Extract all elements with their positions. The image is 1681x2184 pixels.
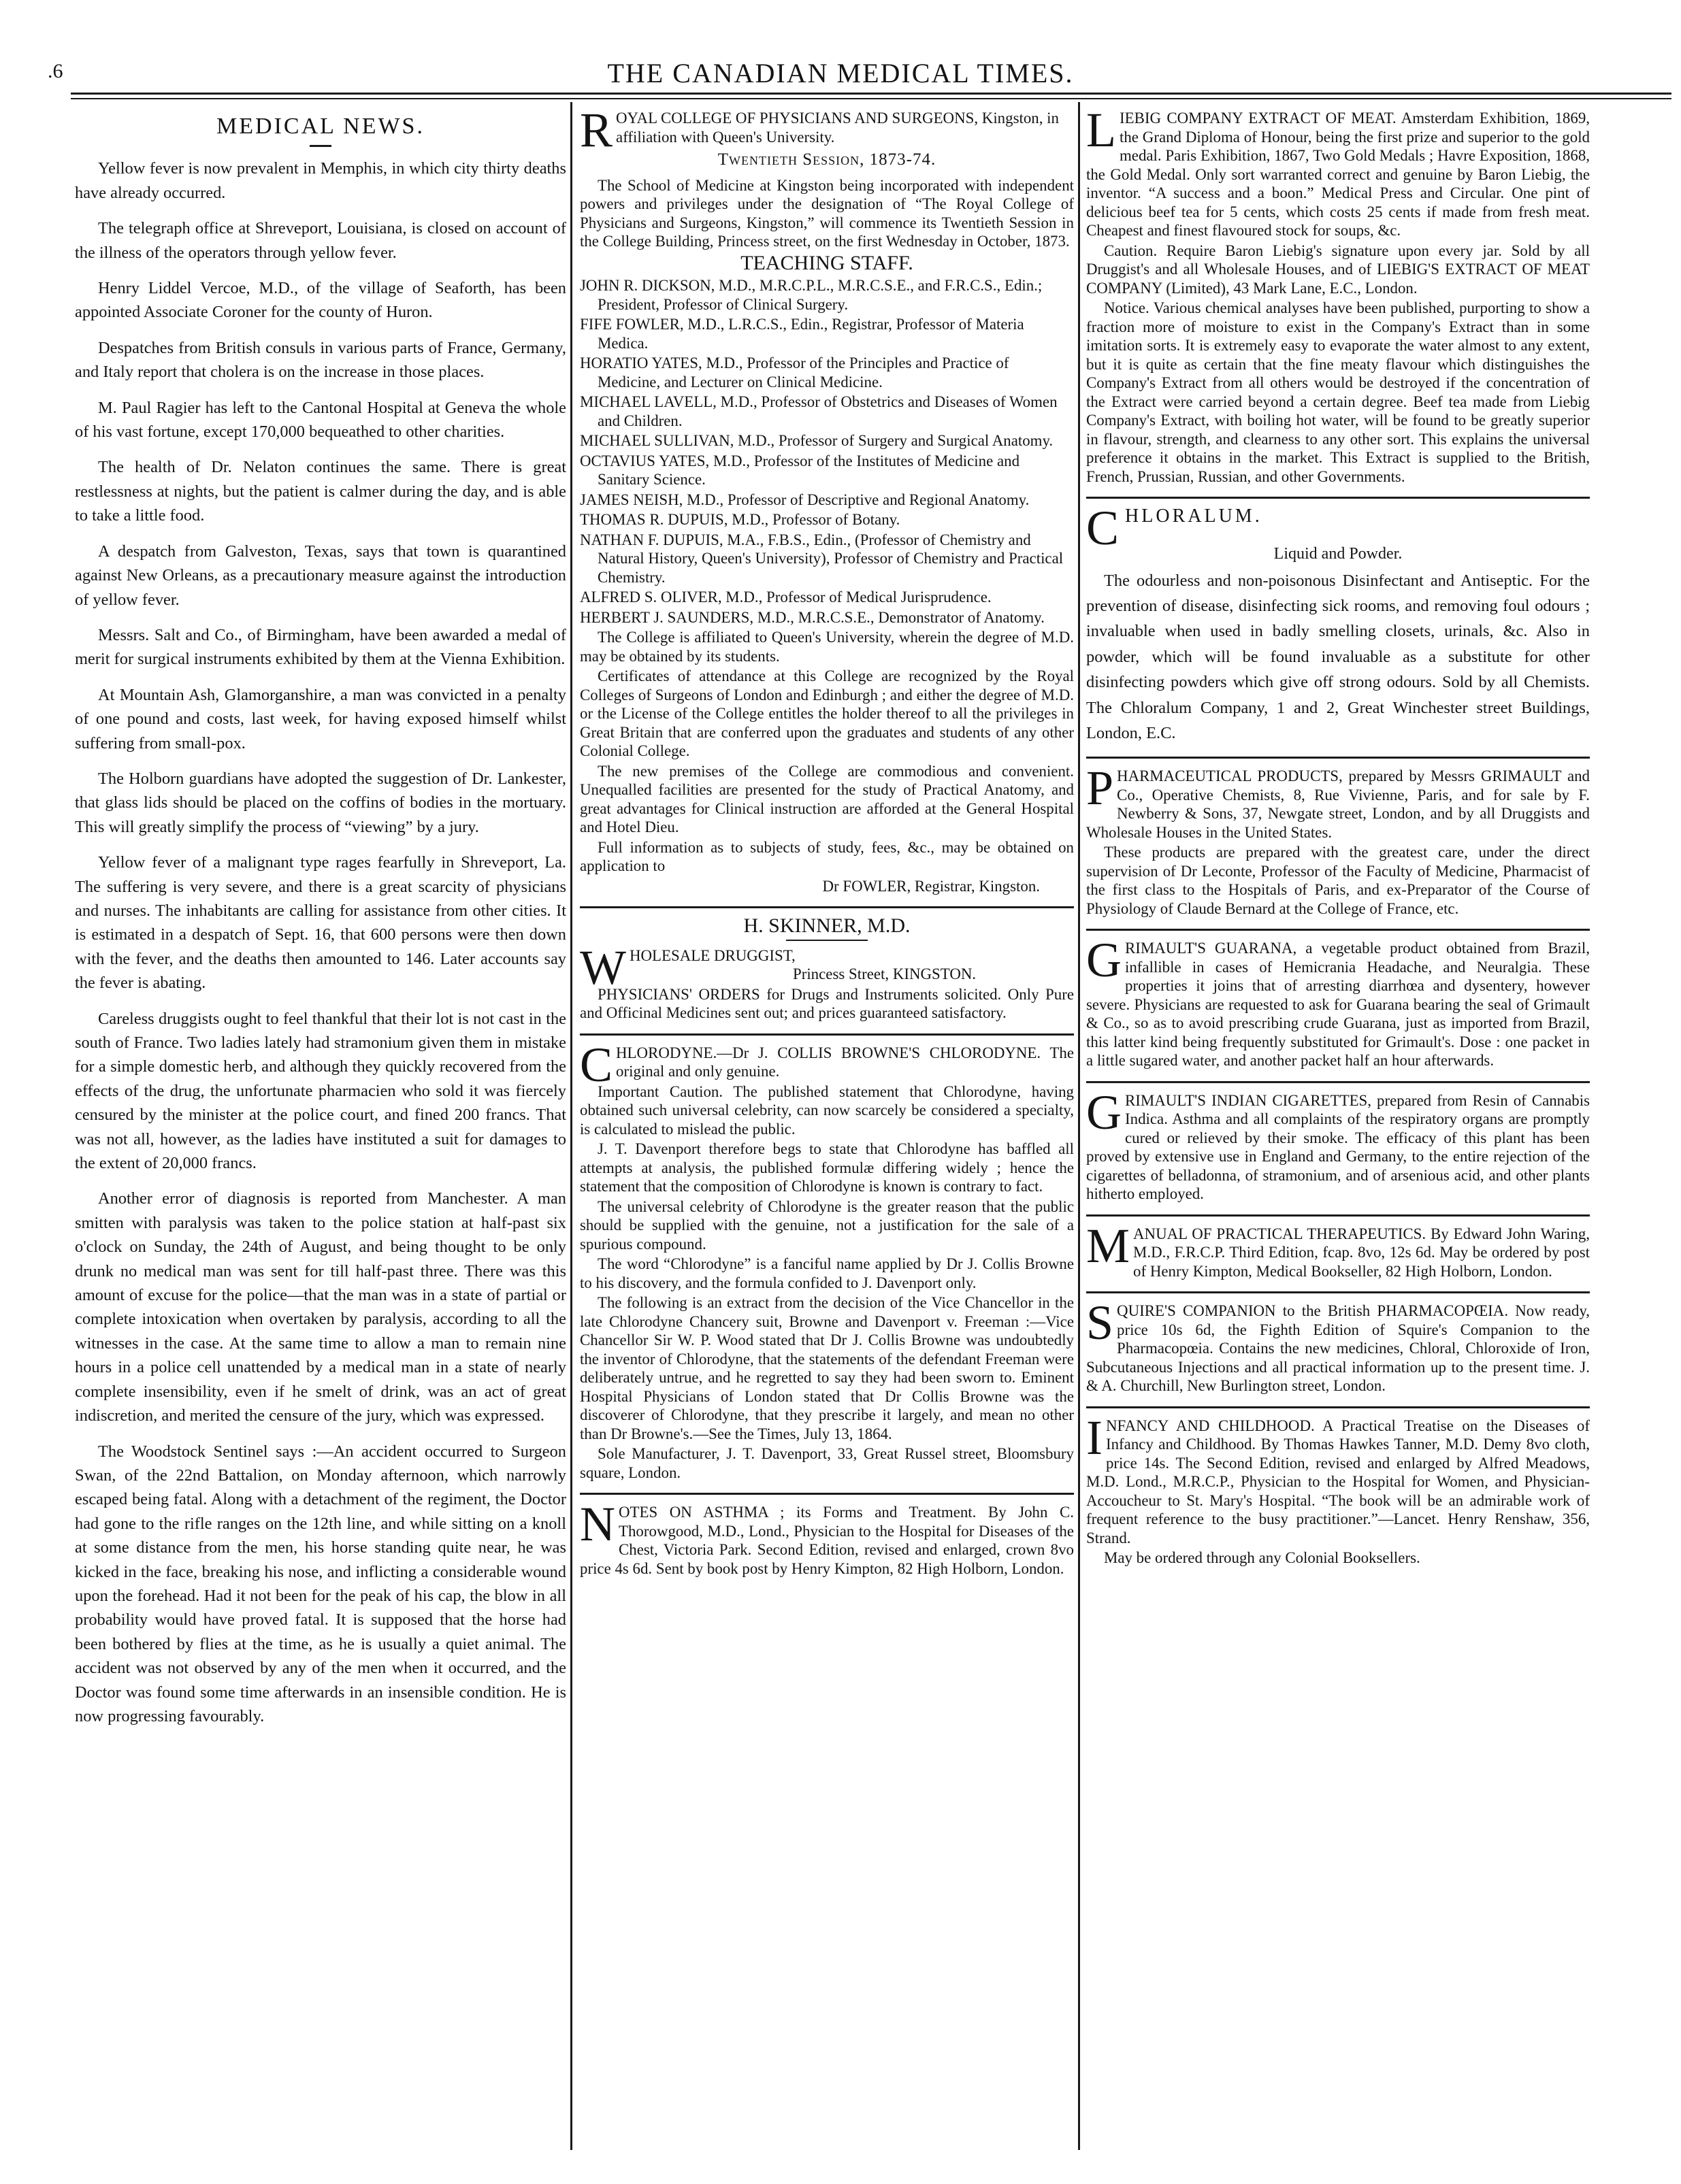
news-item: A despatch from Galveston, Texas, says that town is quarantined against New Orleans, as a precautionary measure against the introduction of yellow fever.	[75, 542, 566, 609]
drop-cap: S	[1086, 1295, 1114, 1351]
drop-cap: C	[580, 1037, 613, 1092]
chlorodyne-heading	[580, 1037, 1074, 1092]
drop-cap: G	[1086, 933, 1122, 988]
section-rule	[1086, 1291, 1590, 1293]
infancy-advert	[1086, 1410, 1590, 1548]
staff-entry: MICHAEL SULLIVAN, M.D., Professor of Surgery and Surgical Anatomy.	[580, 432, 1054, 449]
masthead-title: THE CANADIAN MEDICAL TIMES.	[607, 58, 1074, 88]
cigarettes-text: RIMAULT'S INDIAN CIGARETTES, prepared from Resin of Cannabis Indica. Asthma and all complaints of the respiratory organs are promptly cured or relieved by their smoke. The efficacy of this plant has been proved by extensive use in England and Germany, to the entire rejection of the cigarettes of belladonna, of stramonium, and of arsenious acid, and other plants hitherto employed.	[1086, 1091, 1590, 1203]
infancy-text: NFANCY AND CHILDHOOD. A Practical Treatise on the Diseases of Infancy and Childhood. By Thomas Hawkes Tanner, M.D. Demy 8vo cloth, price 14s. The Second Edition, revised and enlarged by Alfred Meadows, M.D. Lond., M.R.C.P., Physician to the Hospital for Women, and Physician-Accoucheur to St. Mary's Hospital. “The book will be an admirable work of frequent reference to the busy practitioner.”—Lancet. Henry Renshaw, 356, Strand.	[1086, 1417, 1590, 1546]
heading-dash	[786, 940, 868, 941]
header-rule-top	[71, 93, 1671, 95]
manual-advert	[1086, 1218, 1590, 1281]
manual-text: ANUAL OF PRACTICAL THERAPEUTICS. By Edward John Waring, M.D., F.R.C.P. Third Edition, fcap. 8vo, 12s 6d. May be ordered by post of Henry Kimpton, Medical Bookseller, 82 High Holborn, London.	[1133, 1225, 1590, 1280]
skinner-line-1: HOLESALE DRUGGIST,	[629, 946, 796, 964]
registrar-signature: Dr FOWLER, Registrar, Kingston.	[822, 877, 1040, 895]
news-item: Careless druggists ought to feel thankful that their lot is not cast in the south of France. Two ladies lately had stramonium given them in mistake for a simple domestic herb, and although they quickly recovered from the effects of the drug, the unfortunate pharmacien who sold it was fiercely censured by the minister at the police court, and fined 200 francs. That was not all, however, as the ladies have instituted a suit for damages to the extent of 20,000 francs.	[75, 1009, 566, 1173]
news-item: Henry Liddel Vercoe, M.D., of the village of Seaforth, has been appointed Associate Coroner for the county of Huron.	[75, 279, 566, 322]
header-rule-bottom	[71, 98, 1671, 99]
section-rule	[1086, 929, 1590, 931]
chlorodyne-paragraph: Sole Manufacturer, J. T. Davenport, 33, Great Russel street, Bloomsbury square, London.	[580, 1445, 1074, 1481]
drop-cap: P	[1086, 761, 1114, 816]
skinner-line-2: Princess Street, KINGSTON.	[792, 965, 977, 982]
heading-dash	[310, 145, 331, 147]
drop-cap: N	[580, 1497, 615, 1551]
drop-cap: M	[1086, 1218, 1130, 1273]
section-rule	[1086, 757, 1590, 759]
infancy-order-line: May be ordered through any Colonial Booksellers.	[1104, 1549, 1420, 1567]
news-item: Messrs. Salt and Co., of Birmingham, have been awarded a medal of merit for surgical instruments exhibited by them at the Vienna Exhibition.	[75, 625, 566, 669]
drop-cap: R	[580, 109, 613, 157]
staff-entry: THOMAS R. DUPUIS, M.D., Professor of Botany.	[580, 511, 900, 528]
chloralum-subtitle: Liquid and Powder.	[1273, 545, 1403, 563]
news-item: The Holborn guardians have adopted the suggestion of Dr. Lankester, that glass lids should be placed on the coffins of bodies in the mortuary. This will greatly simplify the process of “viewing” by a jury.	[75, 769, 566, 836]
section-rule	[1086, 1406, 1590, 1408]
chlorodyne-paragraph: The word “Chlorodyne” is a fanciful name applied by Dr J. Collis Browne to his discovery, and the formula confided to J. Davenport only.	[580, 1255, 1074, 1291]
news-item: Yellow fever of a malignant type rages fearfully in Shreveport, La. The suffering is very severe, and there is a great scarcity of physicians and nurses. The inhabitants are calling for assistance from other cities. It is estimated in a despatch of Sept. 16, that 600 persons were then down with the fever, and the deaths then amounted to 146. Later accounts say the fever is abating.	[75, 853, 566, 993]
skinner-body: PHYSICIANS' ORDERS for Drugs and Instruments solicited. Only Pure and Officinal Medicines sent out; and prices guaranteed satisfactory.	[580, 985, 1074, 1021]
column-rule-1	[570, 102, 572, 2150]
college-paragraph: The College is affiliated to Queen's University, wherein the degree of M.D. may be obtained by its students.	[580, 629, 1074, 665]
news-item: Yellow fever is now prevalent in Memphis, in which city thirty deaths have already occurred.	[75, 159, 566, 202]
royal-college-title: OYAL COLLEGE OF PHYSICIANS AND SURGEONS, Kingston, in affiliation with Queen's University.	[616, 110, 1059, 146]
section-rule	[580, 906, 1074, 908]
session-heading: Twentieth Session, 1873-74.	[717, 150, 936, 169]
section-rule	[1086, 497, 1590, 499]
drop-cap: C	[1086, 501, 1122, 555]
news-item: The telegraph office at Shreveport, Louisiana, is closed on account of the illness of the operators through yellow fever.	[75, 219, 566, 262]
staff-entry: JOHN R. DICKSON, M.D., M.R.C.P.L., M.R.C.S.E., and F.R.C.S., Edin.; President, Professor of Clinical Surgery.	[580, 277, 1043, 313]
column-medical-news	[75, 109, 566, 1740]
drop-cap: G	[1086, 1085, 1122, 1140]
news-item: The health of Dr. Nelaton continues the same. There is great restlessness at nights, but the patient is calmer during the day, and is able to take a little food.	[75, 458, 566, 525]
news-item: At Mountain Ash, Glamorganshire, a man was convicted in a penalty of one pound and costs, last week, for having exposed himself whilst suffering from small-pox.	[75, 685, 566, 752]
news-item: Another error of diagnosis is reported from Manchester. A man smitten with paralysis was taken to the police station at half-past six o'clock on Sunday, the 24th of August, and being thought to be only drunk no medical man was sent for till half-past three. There was this amount of excuse for the police—that the man was in a state of partial or complete intoxication when overtaken by paralysis, according to all the witnesses in the case. At the same time to allow a man to remain nine hours in a police cell unattended by a medical man in a state of nearly complete insensibility, even if he smelt of drink, was an act of great indiscretion, and merited the censure of the jury, which was expressed.	[75, 1189, 566, 1425]
guarana-text: RIMAULT'S GUARANA, a vegetable product obtained from Brazil, infallible in cases of Hemicrania Headache, and Neuralgia. These properties it joins that of arresting diarrhœa and dysentery, however severe. Physicians are requested to ask for Guarana bearing the seal of Grimault & Co., so as to avoid prescribing crude Guarana, just as imported from Brazil, this latter kind being frequently substituted for Grimault's. Dose : one packet in a little sugared water, and another packet half an hour afterwards.	[1086, 940, 1590, 1070]
college-paragraph: The new premises of the College are commodious and convenient. Unequalled facilities are presented for the study of Practical Anatomy, and great advantages for Clinical instruction are afforded at the General Hospital and Hotel Dieu.	[580, 762, 1074, 835]
squire-advert	[1086, 1295, 1590, 1395]
skinner-advert	[580, 940, 1074, 995]
drop-cap: L	[1086, 109, 1116, 157]
chlorodyne-paragraph: The following is an extract from the decision of the Vice Chancellor in the late Chlorodyne Chancery suit, Browne and Davenport v. Freeman :—Vice Chancellor Sir W. P. Wood stated that Dr J. Collis Browne was undoubtedly the inventor of Chlorodyne, that the statements of the defendant Freeman were deliberately untrue, and he regretted to say they had been sworn to. Eminent Hospital Physicians of London stated that Dr Collis Browne was the discoverer of Chlorodyne, that they prescribe it largely, and mean no other than Dr Browne's.—See the Times, July 13, 1864.	[580, 1294, 1074, 1442]
pharmaceutical-paragraph: These products are prepared with the greatest care, under the direct supervision of Dr Leconte, Professor of the Faculty of Medicine, Pharmacist of the first class to the Hospitals of Paris, and ex-Preparator of the Course of Physiology of Claude Bernard at the College of France, etc.	[1086, 844, 1590, 917]
column-college-adverts	[580, 109, 1074, 1579]
column-rule-2	[1078, 102, 1080, 2150]
liebig-advert	[1086, 109, 1590, 240]
news-item: Despatches from British consuls in various parts of France, Germany, and Italy report that cholera is on the increase in those places.	[75, 338, 566, 382]
chlorodyne-paragraph: The universal celebrity of Chlorodyne is the greater reason that the public should be supplied with the genuine, not a justification for the sale of a spurious compound.	[580, 1197, 1074, 1253]
guarana-advert	[1086, 933, 1590, 1070]
asthma-text: OTES ON ASTHMA ; its Forms and Treatment. By John C. Thorowgood, M.D., Lond., Physician to the Hospital for Diseases of the Chest, Victoria Park. Second Edition, revised and enlarged, crown 8vo price 4s 6d. Sent by book post by Henry Kimpton, 82 High Holborn, London.	[580, 1504, 1074, 1577]
drop-cap: I	[1086, 1410, 1103, 1465]
section-rule	[580, 1033, 1074, 1036]
staff-entry: ALFRED S. OLIVER, M.D., Professor of Medical Jurisprudence.	[580, 589, 992, 606]
medical-news-heading: MEDICAL NEWS.	[216, 114, 425, 139]
pharmaceutical-advert	[1086, 761, 1590, 842]
staff-entry: FIFE FOWLER, M.D., L.R.C.S., Edin., Registrar, Professor of Materia Medica.	[580, 316, 1024, 352]
staff-entry: OCTAVIUS YATES, M.D., Professor of the Institutes of Medicine and Sanitary Science.	[580, 452, 1020, 488]
asthma-advert	[580, 1497, 1074, 1578]
drop-cap: W	[580, 940, 626, 995]
page-folio: .6	[48, 60, 63, 82]
liebig-paragraph: Caution. Require Baron Liebig's signature upon every jar. Sold by all Druggist's and all Wholesale Houses, and of LIEBIG'S EXTRACT OF MEAT COMPANY (Limited), 43 Mark Lane, E.C., London.	[1086, 242, 1590, 297]
pharmaceutical-text: HARMACEUTICAL PRODUCTS, prepared by Messrs GRIMAULT and Co., Operative Chemists, 8, Rue Vivienne, Paris, and for sale by F. Newberry & Sons, 37, Newgate street, London, and by all Druggists and Wholesale Houses in the United States.	[1086, 767, 1590, 841]
section-rule	[580, 1493, 1074, 1495]
liebig-text: IEBIG COMPANY EXTRACT OF MEAT. Amsterdam Exhibition, 1869, the Grand Diploma of Honour, being the first prize and superior to the gold medal. Paris Exhibition, 1867, Two Gold Medals ; Havre Exposition, 1868, the Gold Medal. Only sort warranted correct and genuine by Baron Liebig, the inventor. “A success and a boon.” Medical Press and Circular. One pint of delicious beef tea for 5 cents, which costs 25 cents if made from fresh meat. Cheapest and finest flavoured stock for soups, &c.	[1086, 110, 1590, 239]
squire-text: QUIRE'S COMPANION to the British PHARMACOPŒIA. Now ready, price 10s 6d, the Fighth Edition of Squire's Companion to the Pharmacopœia. Contains the new medicines, Chloral, Chloroxide of Iron, Subcutaneous Injections and all practical information up to the present time. J. & A. Churchill, New Burlington street, London.	[1086, 1302, 1590, 1395]
section-rule	[1086, 1214, 1590, 1217]
staff-entry: MICHAEL LAVELL, M.D., Professor of Obstetrics and Diseases of Women and Children.	[580, 393, 1058, 429]
staff-entry: NATHAN F. DUPUIS, M.A., F.B.S., Edin., (Professor of Chemistry and Natural History, Queen's University), Professor of Chemistry and Practical Chemistry.	[580, 531, 1064, 586]
chlorodyne-paragraph: Important Caution. The published statement that Chlorodyne, having obtained such universal celebrity, can now scarcely be considered a specialty, is calculated to mislead the public.	[580, 1082, 1074, 1138]
staff-entry: HORATIO YATES, M.D., Professor of the Principles and Practice of Medicine, and Lecturer on Clinical Medicine.	[580, 354, 1009, 391]
staff-entry: HERBERT J. SAUNDERS, M.D., M.R.C.S.E., Demonstrator of Anatomy.	[580, 608, 1045, 626]
teaching-staff-heading: TEACHING STAFF.	[740, 251, 913, 274]
section-rule	[1086, 1081, 1590, 1083]
chloralum-title: HLORALUM.	[1125, 506, 1262, 527]
news-item: The Woodstock Sentinel says :—An accident occurred to Surgeon Swan, of the 22nd Battalion, on Monday afternoon, which narrowly escaped being fatal. Along with a detachment of the regiment, the Doctor had gone to the rifle ranges on the 12th line, and while sitting on a knoll at some distance from the men, his horse standing quite near, he was kicked in the face, breaking his nose, and inflicting a considerable wound upon the forehead. Had it not been for the peak of his cap, the blow in all probability would have proved fatal. It is supposed that the horse had been bothered by flies at the time, as he is usually a quiet animal. The accident was not observed by any of the men when it occurred, and the Doctor was found some time afterwards in an insensible condition. He is now progressing favourably.	[75, 1442, 566, 1725]
staff-entry: JAMES NEISH, M.D., Professor of Descriptive and Regional Anatomy.	[580, 491, 1030, 508]
cigarettes-advert	[1086, 1085, 1590, 1204]
royal-college-heading	[580, 109, 1074, 157]
college-paragraph: Certificates of attendance at this College are recognized by the Royal Colleges of Surgeons of London and Edinburgh ; and either the degree of M.D. or the License of the College entitles the holder thereof to all the privileges in Great Britain that are conferred upon the graduates and students of any other Colonial College.	[580, 667, 1074, 759]
column-trade-adverts	[1086, 109, 1590, 1569]
skinner-heading: H. SKINNER, M.D.	[743, 914, 911, 937]
royal-college-intro: The School of Medicine at Kingston being incorporated with independent powers and privileges under the designation of “The Royal College of Physicians and Surgeons, Kingston,” will commence its Twentieth Session in the College Building, Princess street, on the first Wednesday in October, 1873.	[580, 176, 1074, 250]
news-item: M. Paul Ragier has left to the Cantonal Hospital at Geneva the whole of his vast fortune, except 170,000 bequeathed to other charities.	[75, 398, 566, 442]
chlorodyne-paragraph: J. T. Davenport therefore begs to state that Chlorodyne has baffled all attempts at analysis, the published formulæ differing widely ; hence the statement that the composition of Chlorodyne is known is contrary to fact.	[580, 1140, 1074, 1195]
chlorodyne-title: HLORODYNE.—Dr J. COLLIS BROWNE'S CHLORODYNE. The original and only genuine.	[616, 1044, 1074, 1080]
college-paragraph: Full information as to subjects of study, fees, &c., may be obtained on application to	[580, 838, 1074, 874]
chloralum-body: The odourless and non-poisonous Disinfectant and Antiseptic. For the prevention of disease, disinfecting sick rooms, and removing foul odours ; invaluable when used in badly smelling closets, urinals, &c. Also in powder, which will be found invaluable as a substitute for other disinfecting powders which give off strong odours. Sold by all Chemists. The Chloralum Company, 1 and 2, Great Winchester street Buildings, London, E.C.	[1086, 571, 1590, 742]
liebig-paragraph: Notice. Various chemical analyses have been published, purporting to show a fraction more of moisture to exist in the Company's Extract than in some imitation sorts. It is extremely easy to evaporate the water almost to any extent, but it is quite as certain that the fine meaty flavour which distinguishes the Company's Extract from all others would be destroyed if the concentration of the Extract were carried beyond a certain degree. Beef tea made from Liebig Company's Extract, with boiling hot water, will be found to be greatly superior in flavour, strength, and clearness to any other sort. This explains the universal preference it obtains in the market. This Extract is supplied to the British, French, Prussian, Russian, and other Governments.	[1086, 299, 1590, 485]
